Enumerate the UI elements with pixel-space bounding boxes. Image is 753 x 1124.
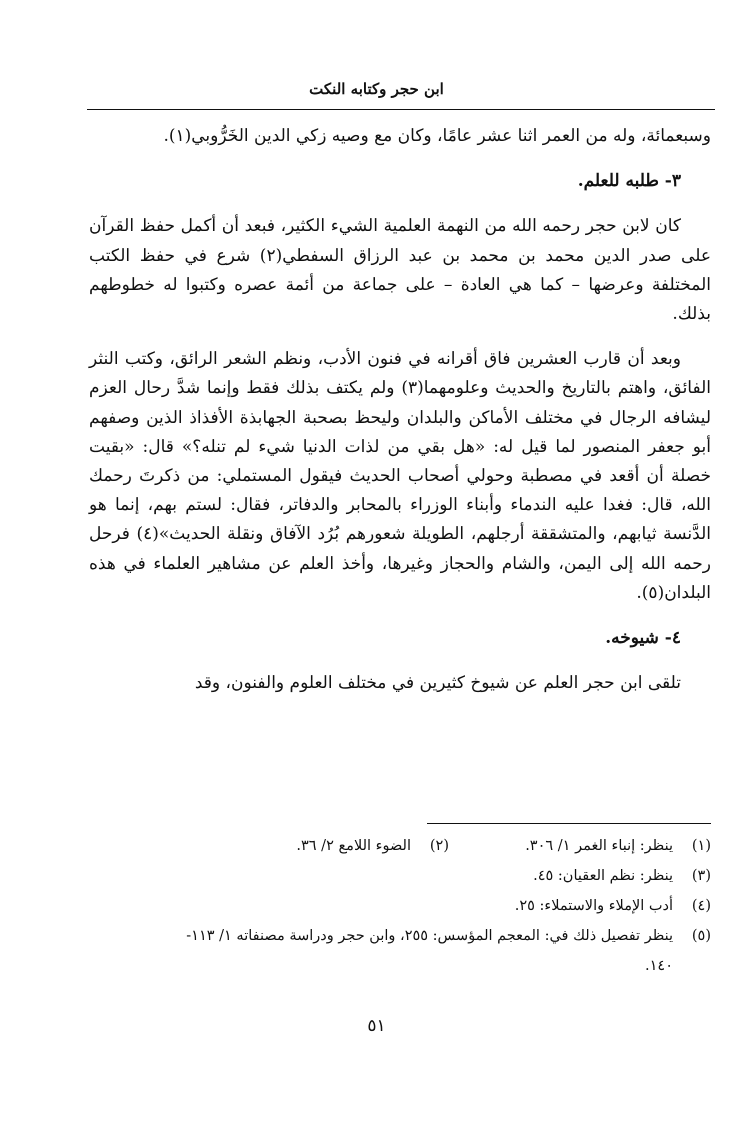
paragraph: كان لابن حجر رحمه الله من النهمة العلمية الشيء الكثير، فبعد أن أكمل حفظ القرآن على صدر الدين محمد بن محمد بن عبد الرزاق السفطي(٢) شرع في حفظ الكتب المختلفة وعرضها – كما هي العادة – على جماعة من أئمة عصره وكتبوا له خطوطهم بذلك.: [89, 216, 712, 325]
paragraph: وبعد أن قارب العشرين فاق أقرانه في فنون الأدب، ونظم الشعر الرائق، وكتب النثر الفائق، واهتم بالتاريخ والحديث وعلومهما(٣) ولم يكتف بذلك فقط وإنما شدَّ رحال العزم ليشافه الرجال في مختلف الأماكن والبلدان وليحظ بصحبة الجهابذة الأفذاذ الذين وصفهم أبو جعفر المنصور لما قيل له: «هل بقي من لذات الدنيا شيء لم تنله؟» قال: «بقيت خصلة أن أقعد في مصطبة وحولي أصحاب الحديث فيقول المستملي: من ذكرتَ رحمك الله، قال: فغدا عليه الندماء وأبناء الوزراء بالمحابر والدفاتر، فقال: لستم بهم، إنما هو الدَّنسة ثيابهم، والمتشققة أرجلهم، الطويلة شعورهم بُرُد الآفاق ونقلة الحديث»(٤) فرحل رحمه الله إلى اليمن، والشام والحجاز وغيرها، وأخذ العلم عن مشاهير العلماء في هذه البلدان(٥).: [89, 349, 711, 603]
page-number: ٥١: [367, 1016, 386, 1036]
footnote-5: [89, 921, 711, 951]
footnote-rule: [427, 823, 711, 824]
footnote-4: [89, 891, 711, 921]
main-text: [89, 122, 711, 698]
footnote-text: أدب الإملاء والاستملاء: ٢٥.: [514, 898, 673, 914]
footnote-number: (٣): [691, 868, 711, 884]
paragraph: تلقى ابن حجر العلم عن شيوخ كثيرين في مختلف العلوم والفنون، وقد: [194, 673, 681, 694]
footnote-2: [187, 831, 449, 861]
section-heading-teachers: ٤- شيوخه.: [605, 628, 681, 649]
footnote-text: ينظر تفصيل ذلك في: المعجم المؤسس: ٢٥٥، وابن حجر ودراسة مصنفاته ١/ ١١٣-: [186, 928, 673, 944]
footnotes: [89, 831, 711, 981]
footnote-1: [449, 831, 711, 861]
footnote-text: الضوء اللامع ٢/ ٣٦.: [296, 838, 411, 854]
footnote-line: [89, 831, 711, 861]
header-rule: [87, 109, 715, 110]
section-heading-seeking-knowledge: ٣- طلبه للعلم.: [577, 171, 681, 192]
footnote-number: (١): [691, 838, 711, 854]
footnote-3: [89, 861, 711, 891]
running-head: ابن حجر وكتابه النكت: [309, 80, 444, 98]
continuation-paragraph: وسبعمائة، وله من العمر اثنا عشر عامًا، وكان مع وصيه زكي الدين الخَرُّوبي(١).: [163, 126, 711, 146]
footnote-5-continuation: ١٤٠.: [645, 958, 673, 974]
footnote-number: (٥): [691, 928, 711, 944]
footnote-number: (٤): [691, 898, 711, 914]
footnote-number: (٢): [429, 838, 449, 854]
footnote-text: ينظر: إنباء الغمر ١/ ٣٠٦.: [525, 838, 673, 854]
footnote-text: ينظر: نظم العقيان: ٤٥.: [533, 868, 673, 884]
